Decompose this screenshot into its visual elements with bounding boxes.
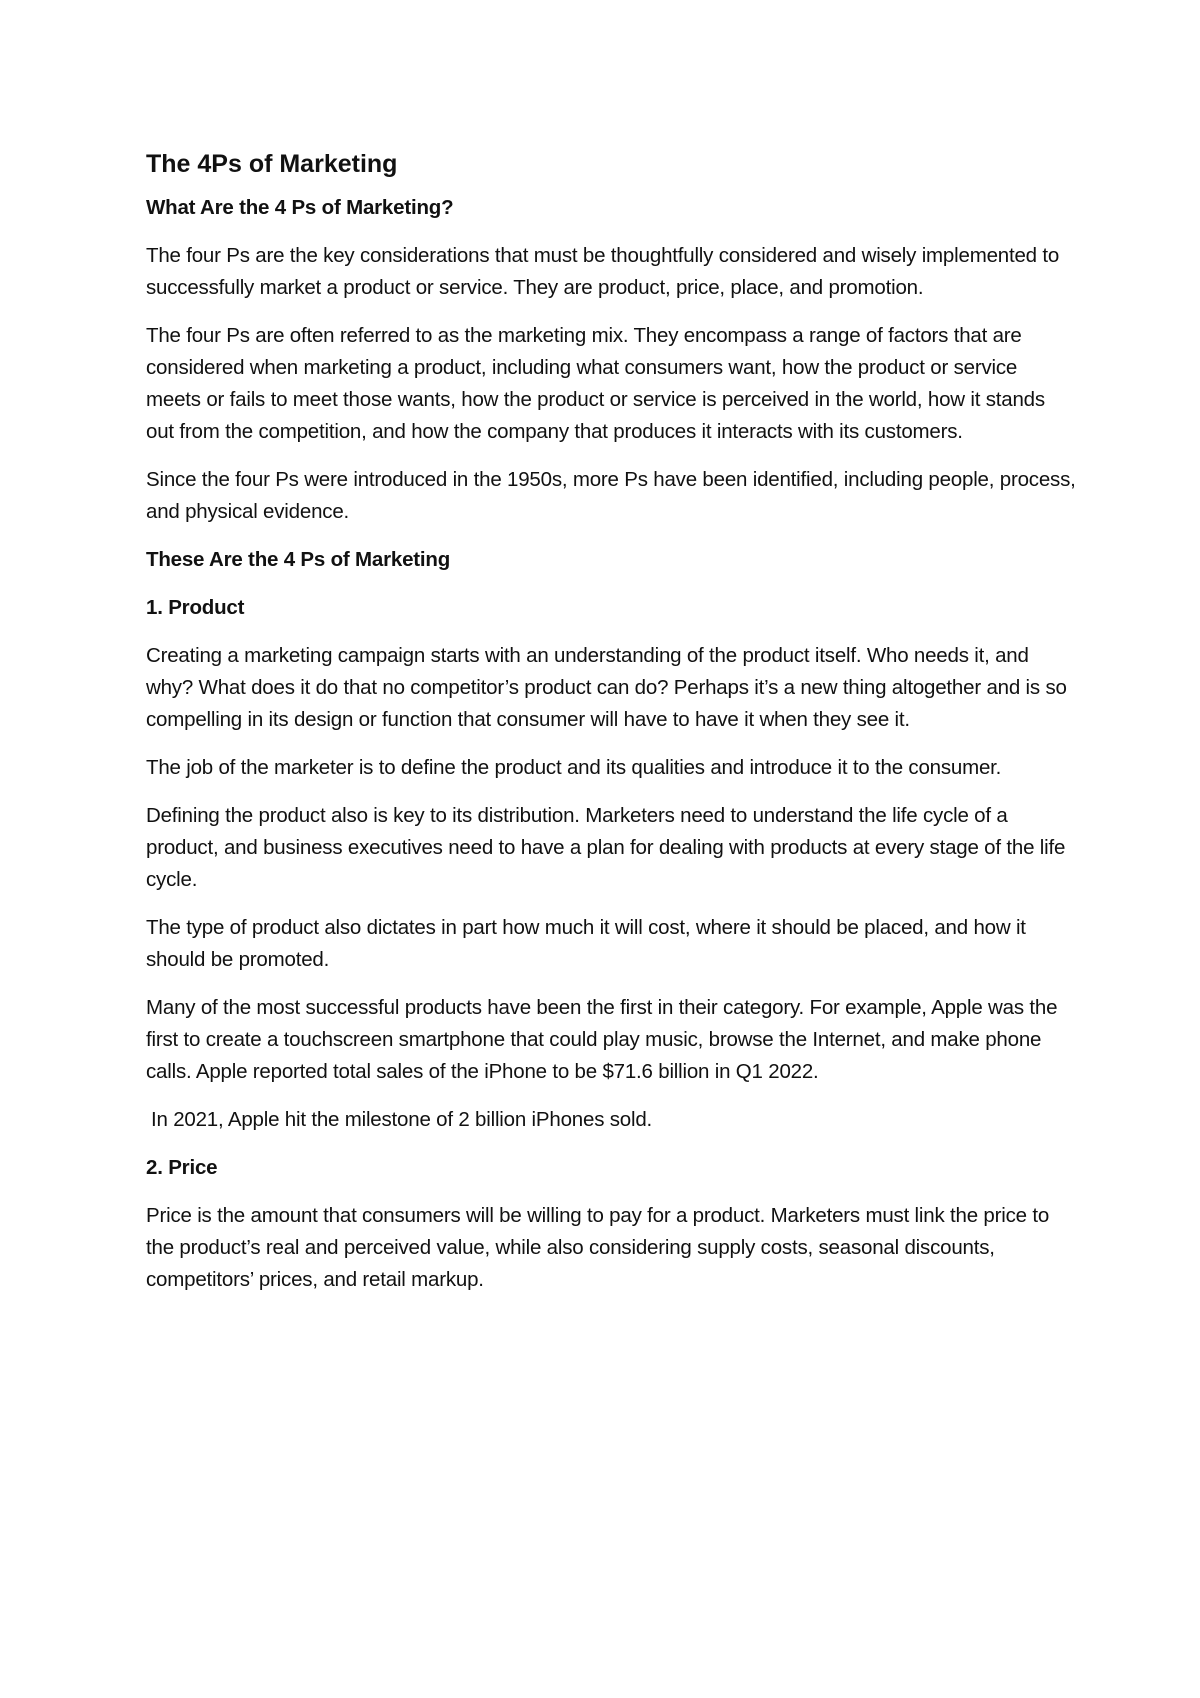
section-heading-price: 2. Price bbox=[146, 1156, 218, 1179]
document-body bbox=[146, 146, 1076, 1312]
paragraph: Many of the most successful products have been the first in their category. For example, Apple was the first to create a touchscreen smartphone that could play music, browse the Internet, and make phone calls. Apple reported total sales of the iPhone to be $71.6 billion in Q1 2022. bbox=[146, 996, 1058, 1083]
document-title: The 4Ps of Marketing bbox=[146, 150, 398, 178]
paragraph: In 2021, Apple hit the milestone of 2 billion iPhones sold. bbox=[151, 1108, 653, 1131]
paragraph: The four Ps are often referred to as the marketing mix. They encompass a range of factors that are considered when marketing a product, including what consumers want, how the product or service meets or fails to meet those wants, how the product or service is perceived in the world, how it stands out from the competition, and how the company that produces it interacts with its customers. bbox=[146, 324, 1045, 443]
section-heading-what-are-4ps: What Are the 4 Ps of Marketing? bbox=[146, 196, 454, 219]
paragraph: The four Ps are the key considerations that must be thoughtfully considered and wisely implemented to successfully market a product or service. They are product, price, place, and promotion. bbox=[146, 244, 1060, 299]
paragraph: The job of the marketer is to define the product and its qualities and introduce it to the consumer. bbox=[146, 756, 1002, 779]
section-heading-product: 1. Product bbox=[146, 596, 245, 619]
paragraph: Defining the product also is key to its distribution. Marketers need to understand the life cycle of a product, and business executives need to have a plan for dealing with products at every stage of the life cycle. bbox=[146, 804, 1066, 891]
paragraph: Since the four Ps were introduced in the 1950s, more Ps have been identified, including people, process, and physical evidence. bbox=[146, 468, 1076, 523]
paragraph: The type of product also dictates in part how much it will cost, where it should be placed, and how it should be promoted. bbox=[146, 916, 1026, 971]
paragraph: Price is the amount that consumers will be willing to pay for a product. Marketers must link the price to the product’s real and perceived value, while also considering supply costs, seasonal discounts, competitors’ prices, and retail markup. bbox=[146, 1204, 1050, 1291]
section-heading-these-are-4ps: These Are the 4 Ps of Marketing bbox=[146, 548, 451, 571]
paragraph: Creating a marketing campaign starts with an understanding of the product itself. Who needs it, and why? What does it do that no competitor’s product can do? Perhaps it’s a new thing altogether and is so compelling in its design or function that consumer will have to have it when they see it. bbox=[146, 644, 1067, 731]
